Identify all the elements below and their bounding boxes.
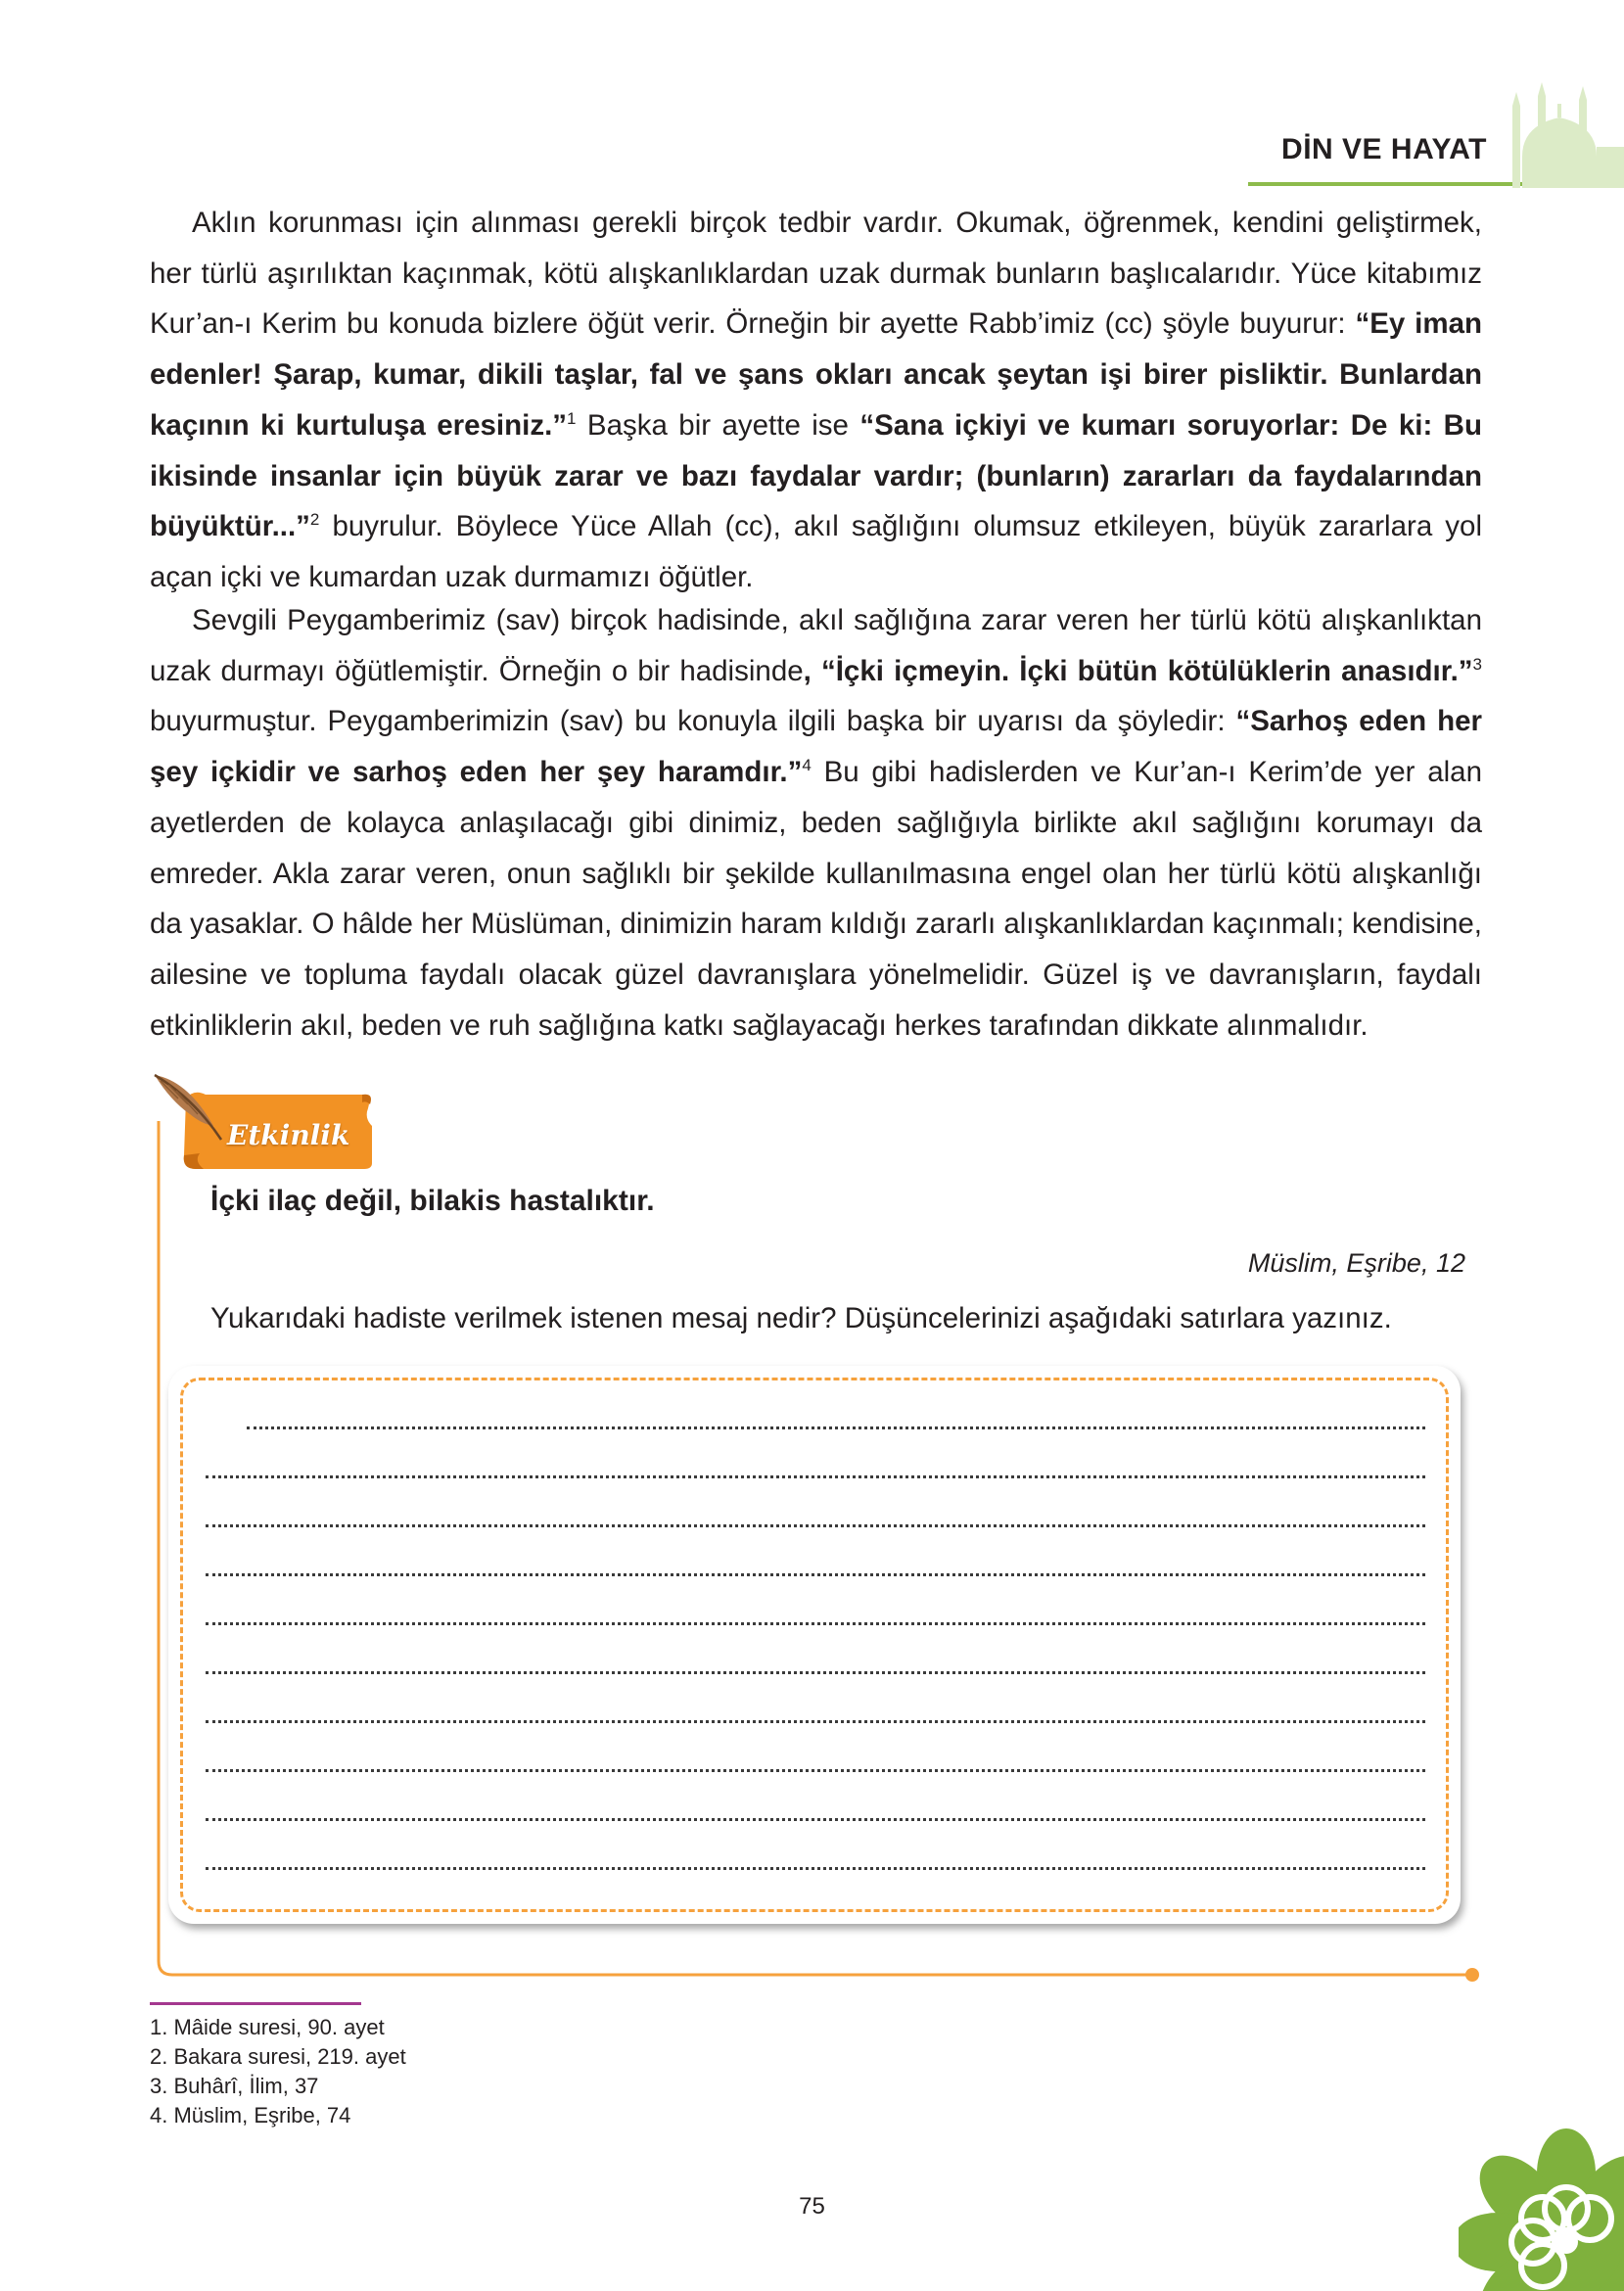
answer-line[interactable] xyxy=(206,1524,1425,1527)
answer-line[interactable] xyxy=(206,1475,1425,1478)
activity-label: Etkinlik xyxy=(227,1119,350,1151)
footnotes xyxy=(150,2013,406,2130)
mosque-silhouette-icon xyxy=(1503,78,1624,188)
page-number: 75 xyxy=(799,2193,825,2220)
answer-line[interactable] xyxy=(206,1622,1425,1625)
chapter-title: DİN VE HAYAT xyxy=(1281,133,1487,165)
paragraph-text: buyurmuştur. Peygamberimizin (sav) bu konuyla ilgili başka bir uyarısı da şöyledir: xyxy=(150,705,1236,738)
hadith-source: Müslim, Eşribe, 12 xyxy=(1247,1248,1465,1278)
quote-text: “Ey iman edenler! Şarap, kumar, dikili taşlar, fal ve şans okları ancak şeytan işi birer pisliktir. Bunlardan kaçının ki kurtuluşa eresiniz.” xyxy=(150,307,1483,442)
answer-line[interactable] xyxy=(247,1426,1425,1429)
footnote-3: 3. Buhârî, İlim, 37 xyxy=(150,2074,319,2098)
answer-line[interactable] xyxy=(206,1867,1425,1870)
footnote-ref: 2 xyxy=(309,510,320,530)
body-paragraph-1 xyxy=(150,198,1482,603)
footnote-rule xyxy=(150,2002,361,2005)
paragraph-text: Sevgili Peygamberimiz (sav) birçok hadisinde, akıl sağlığına zarar veren her türlü kötü alışkanlıktan uzak durmayı öğütlemiştir. Örneğin o bir hadisinde xyxy=(150,604,1482,687)
footnote-4: 4. Müslim, Eşribe, 74 xyxy=(150,2103,351,2127)
answer-box-border xyxy=(180,1378,1449,1912)
quote-text: “Sarhoş eden her şey içkidir ve sarhoş eden her şey haramdır.” xyxy=(150,705,1482,789)
activity-question: Yukarıdaki hadiste verilmek istenen mesaj nedir? Düşüncelerinizi aşağıdaki satırlara yazınız. xyxy=(210,1302,1392,1334)
paragraph-text: buyrulur. Böylece Yüce Allah (cc), akıl sağlığını olumsuz etkileyen, büyük zararlara yol açan içki ve kumardan uzak durmamızı öğütler. xyxy=(150,510,1482,593)
paragraph-text: Bu gibi hadislerden ve Kur’an-ı Kerim’de yer alan ayetlerden de kolayca anlaşılacağı gibi dinimiz, beden sağlığıyla birlikte akıl sağlığını korumayı da emreder. Akla zarar veren, onun sağlıklı bir şekilde kullanılmasına engel olan her türlü kötü alışkanlığı da yasaklar. O hâlde her Müslüman, dinimizin haram kıldığı zararlı alışkanlıklardan kaçınmalı; kendisine, ailesine ve topluma faydalı olacak güzel davranışlara yönelmelidir. Güzel iş ve davranışların, faydalı etkinliklerin akıl, beden ve ruh sağlığına katkı sağlayacağı herkes tarafından dikkate alınmalıdır. xyxy=(150,756,1482,1042)
paragraph-text: Aklın korunması için alınması gerekli birçok tedbir vardır. Okumak, öğrenmek, kendini geliştirmek, her türlü aşırılıktan kaçınmak, kötü alışkanlıklardan uzak durmak bunların başlıcalarıdır. Yüce kitabımız Kur’an-ı Kerim bu konuda bizlere öğüt verir. Örneğin bir ayette Rabb’imiz (cc) şöyle buyurur: xyxy=(150,207,1482,341)
answer-line[interactable] xyxy=(206,1573,1425,1576)
quote-text: “Sana içkiyi ve kumarı soruyorlar: De ki: Bu ikisinde insanlar için büyük zarar ve bazı faydalar vardır; (bunların) zararları da faydalarından büyüktür...” xyxy=(150,408,1482,543)
footnote-2: 2. Bakara suresi, 219. ayet xyxy=(150,2044,406,2069)
answer-line[interactable] xyxy=(206,1720,1425,1723)
quill-feather-icon xyxy=(149,1071,227,1144)
footnote-ref: 1 xyxy=(567,408,577,428)
paragraph-text: Başka bir ayette ise xyxy=(576,408,860,442)
answer-line[interactable] xyxy=(206,1671,1425,1674)
answer-line[interactable] xyxy=(206,1818,1425,1821)
answer-line[interactable] xyxy=(206,1769,1425,1772)
answer-box[interactable] xyxy=(168,1366,1461,1924)
footnote-ref: 3 xyxy=(1472,654,1482,674)
quote-text: , “İçki içmeyin. İçki bütün kötülüklerin anasıdır.” xyxy=(803,654,1473,687)
body-paragraph-2 xyxy=(150,595,1482,1051)
hadith-quote: İçki ilaç değil, bilakis hastalıktır. xyxy=(210,1185,655,1217)
footnote-ref: 4 xyxy=(802,756,812,775)
footnote-1: 1. Mâide suresi, 90. ayet xyxy=(150,2015,385,2039)
floral-ornament-icon xyxy=(1459,2115,1624,2291)
